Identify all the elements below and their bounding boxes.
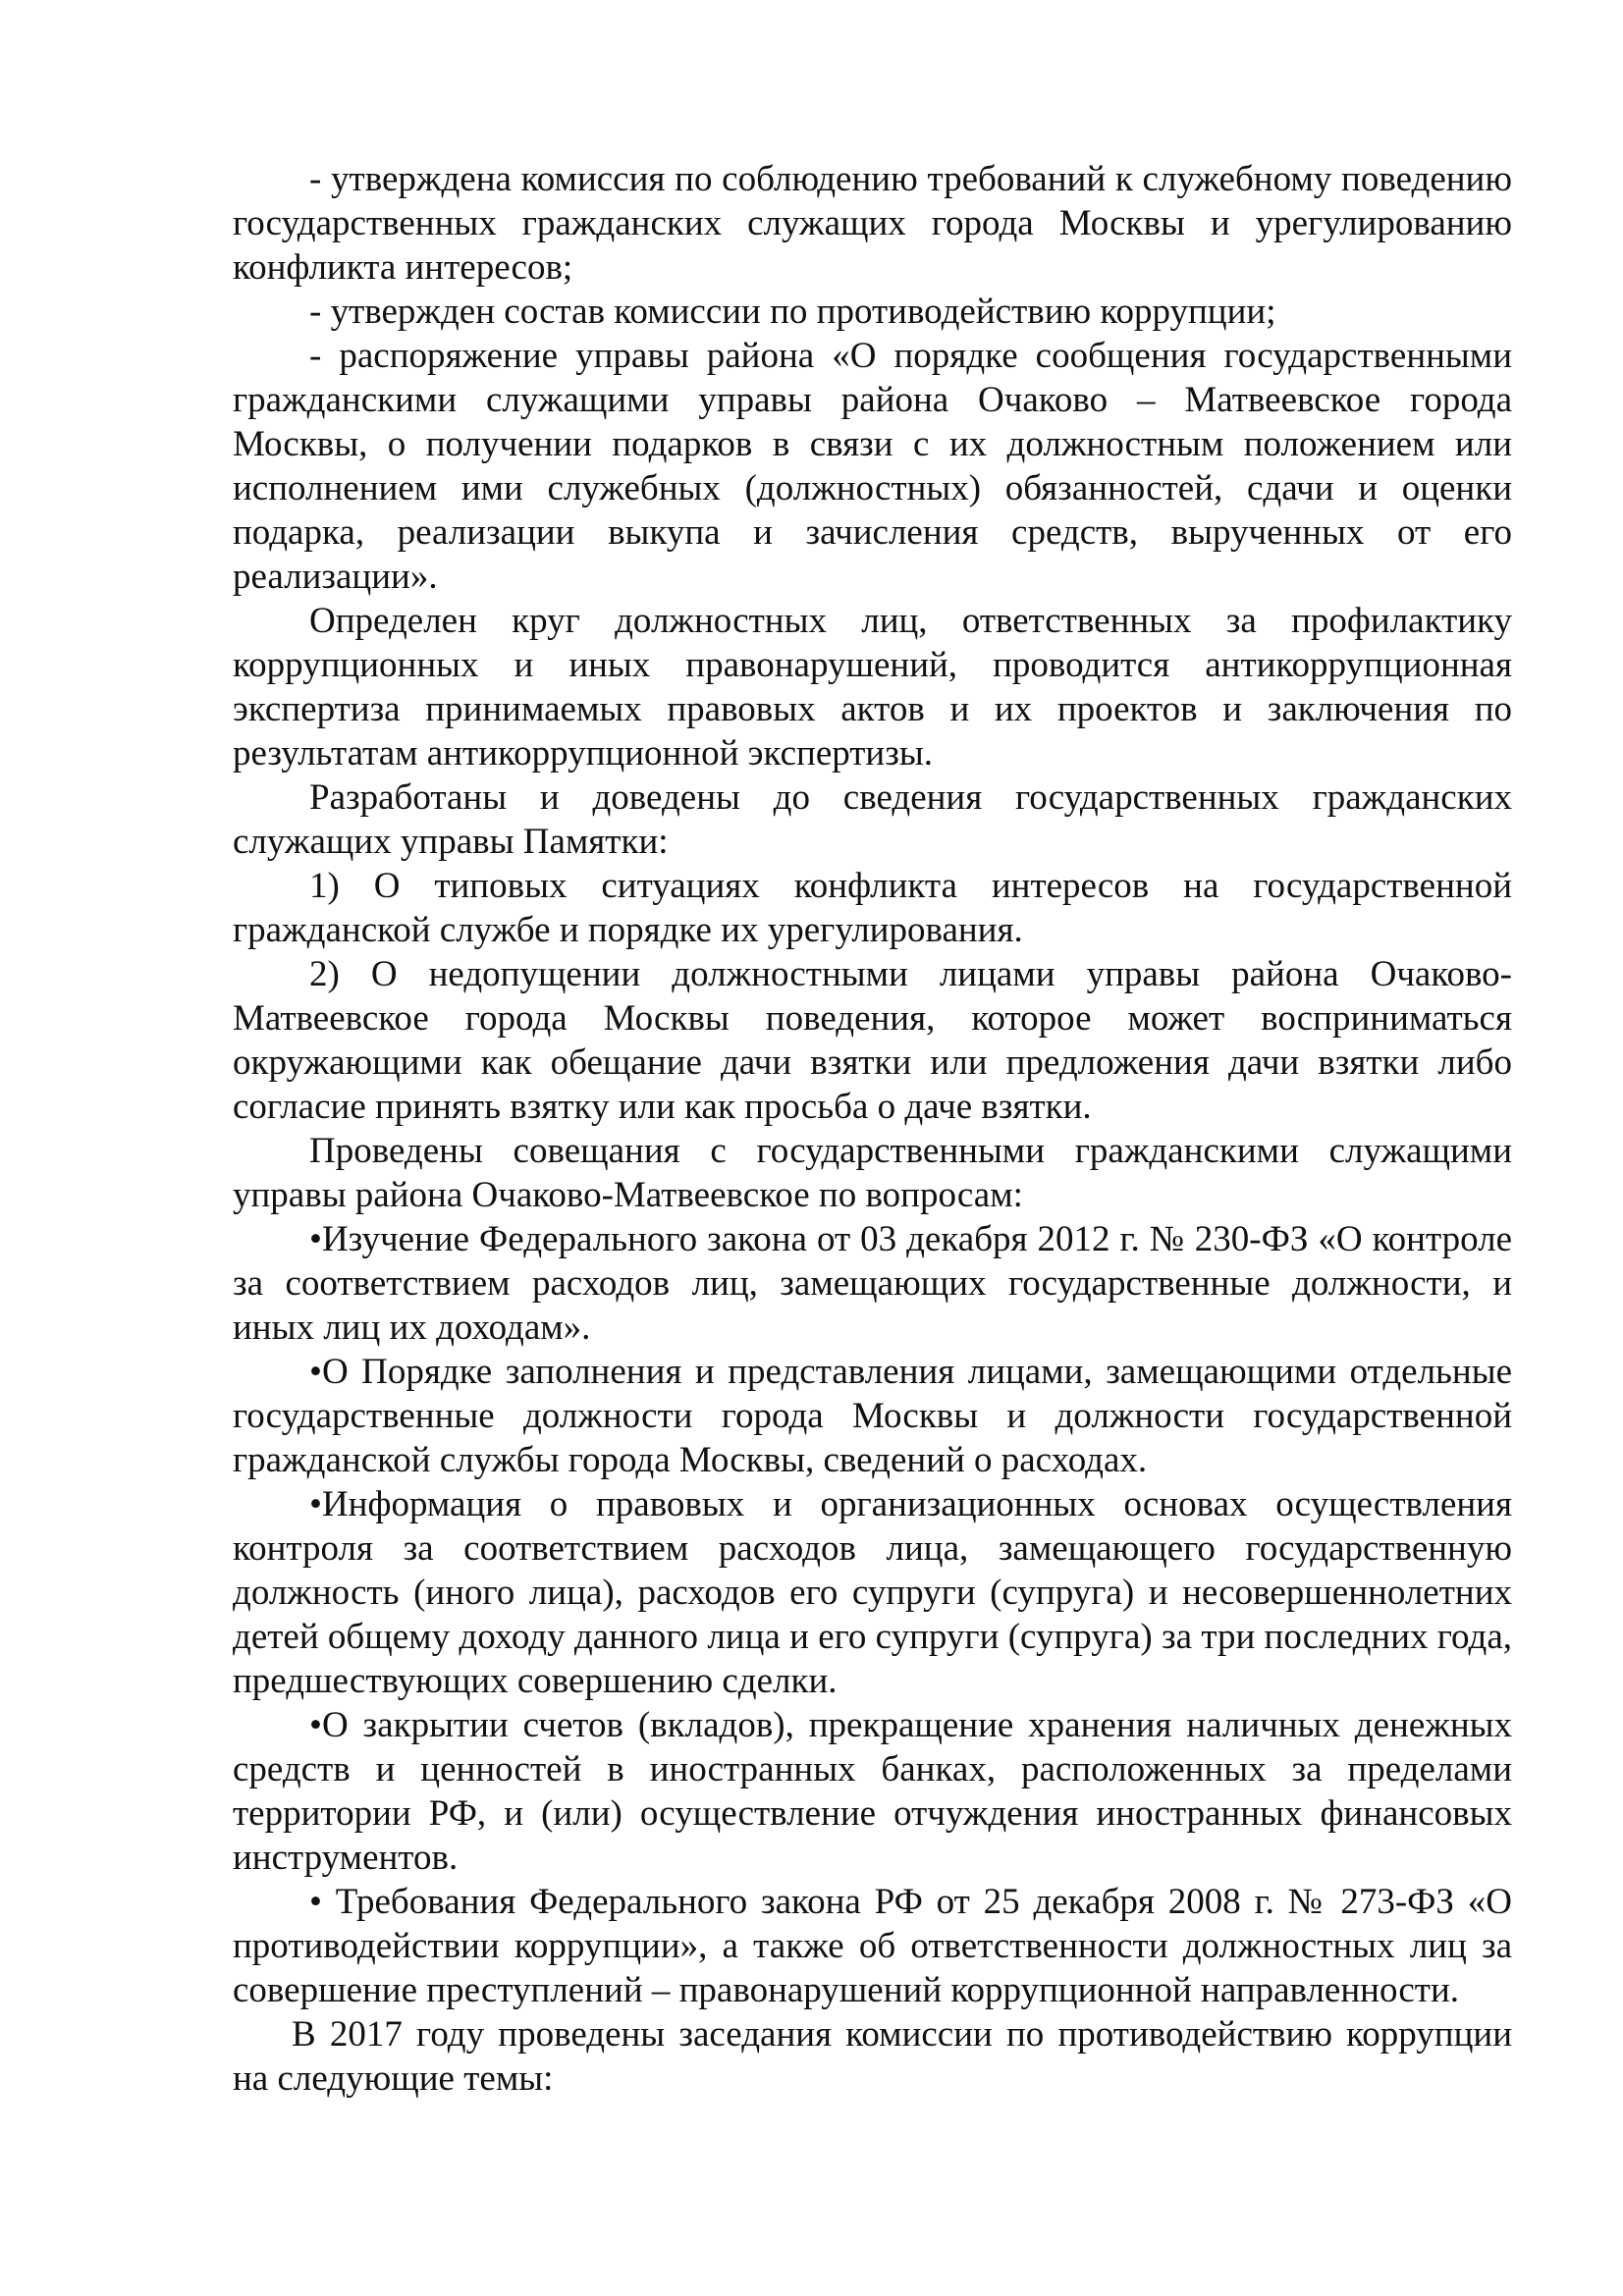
paragraph-gifts-order: - распоряжение управы района «О порядке сообщения государственными гражданскими служащими управы района Очаково – Матвеевское города Москвы, о получении подарков в связи с их должностным положением или исполнением ими служебных (должностных) обязанностей, сдачи и оценки подарка, реализации выкупа и зачисления средств, вырученных от его реализации». bbox=[233, 336, 1512, 597]
paragraph-memos-intro: Разработаны и доведены до сведения государственных гражданских служащих управы Памятки: bbox=[233, 777, 1512, 862]
paragraph-2017-meetings: В 2017 году проведены заседания комиссии по противодействию коррупции на следующие темы: bbox=[233, 2014, 1512, 2099]
paragraph-commission-approved: - утверждена комиссия по соблюдению требований к служебному поведению государственных гражданских служащих города Москвы и урегулированию конфликта интересов; bbox=[233, 159, 1512, 288]
paragraph-responsible-officials: Определен круг должностных лиц, ответственных за профилактику коррупционных и иных правонарушений, проводится антикоррупционная экспертиза принимаемых правовых актов и их проектов и заключения по результатам антикоррупционной экспертизы. bbox=[233, 601, 1512, 774]
paragraph-memo-2: 2) О недопущении должностными лицами управы района Очаково-Матвеевское города Москвы поведения, которое может восприниматься окружающими как обещание дачи взятки или предложения дачи взятки либо согласие принять взятку или как просьба о даче взятки. bbox=[233, 954, 1512, 1127]
paragraph-memo-1: 1) О типовых ситуациях конфликта интересов на государственной гражданской службе и порядке их урегулирования. bbox=[233, 866, 1512, 950]
document-page bbox=[233, 157, 1512, 2101]
paragraph-topic-expense-control: •Информация о правовых и организационных основах осуществления контроля за соответствием расходов лица, замещающего государственную должность (иного лица), расходов его супруги (супруга) и несовершеннолетних детей общему доходу данного лица и его супруги (супруга) за три последних года, предшествующих совершению сделки. bbox=[233, 1484, 1512, 1701]
paragraph-topic-expenses-procedure: •О Порядке заполнения и представления лицами, замещающими отдельные государственные должности города Москвы и должности государственной гражданской службы города Москвы, сведений о расходах. bbox=[233, 1352, 1512, 1480]
paragraph-topic-law-230: •Изучение Федерального закона от 03 декабря 2012 г. № 230-ФЗ «О контроле за соответствием расходов лиц, замещающих государственные должности, и иных лиц их доходам». bbox=[233, 1219, 1512, 1348]
paragraph-commission-composition: - утвержден состав комиссии по противодействию коррупции; bbox=[309, 292, 1276, 332]
paragraph-topic-law-273: • Требования Федерального закона РФ от 25 декабря 2008 г. № 273-ФЗ «О противодействии коррупции», а также об ответственности должностных лиц за совершение преступлений – правонарушений коррупционной направленности. bbox=[233, 1882, 1512, 2010]
paragraph-meetings-intro: Проведены совещания с государственными гражданскими служащими управы района Очаково-Матвеевское по вопросам: bbox=[233, 1131, 1512, 1215]
paragraph-topic-foreign-accounts: •О закрытии счетов (вкладов), прекращение хранения наличных денежных средств и ценностей в иностранных банках, расположенных за пределами территории РФ, и (или) осуществление отчуждения иностранных финансовых инструментов. bbox=[233, 1705, 1512, 1878]
